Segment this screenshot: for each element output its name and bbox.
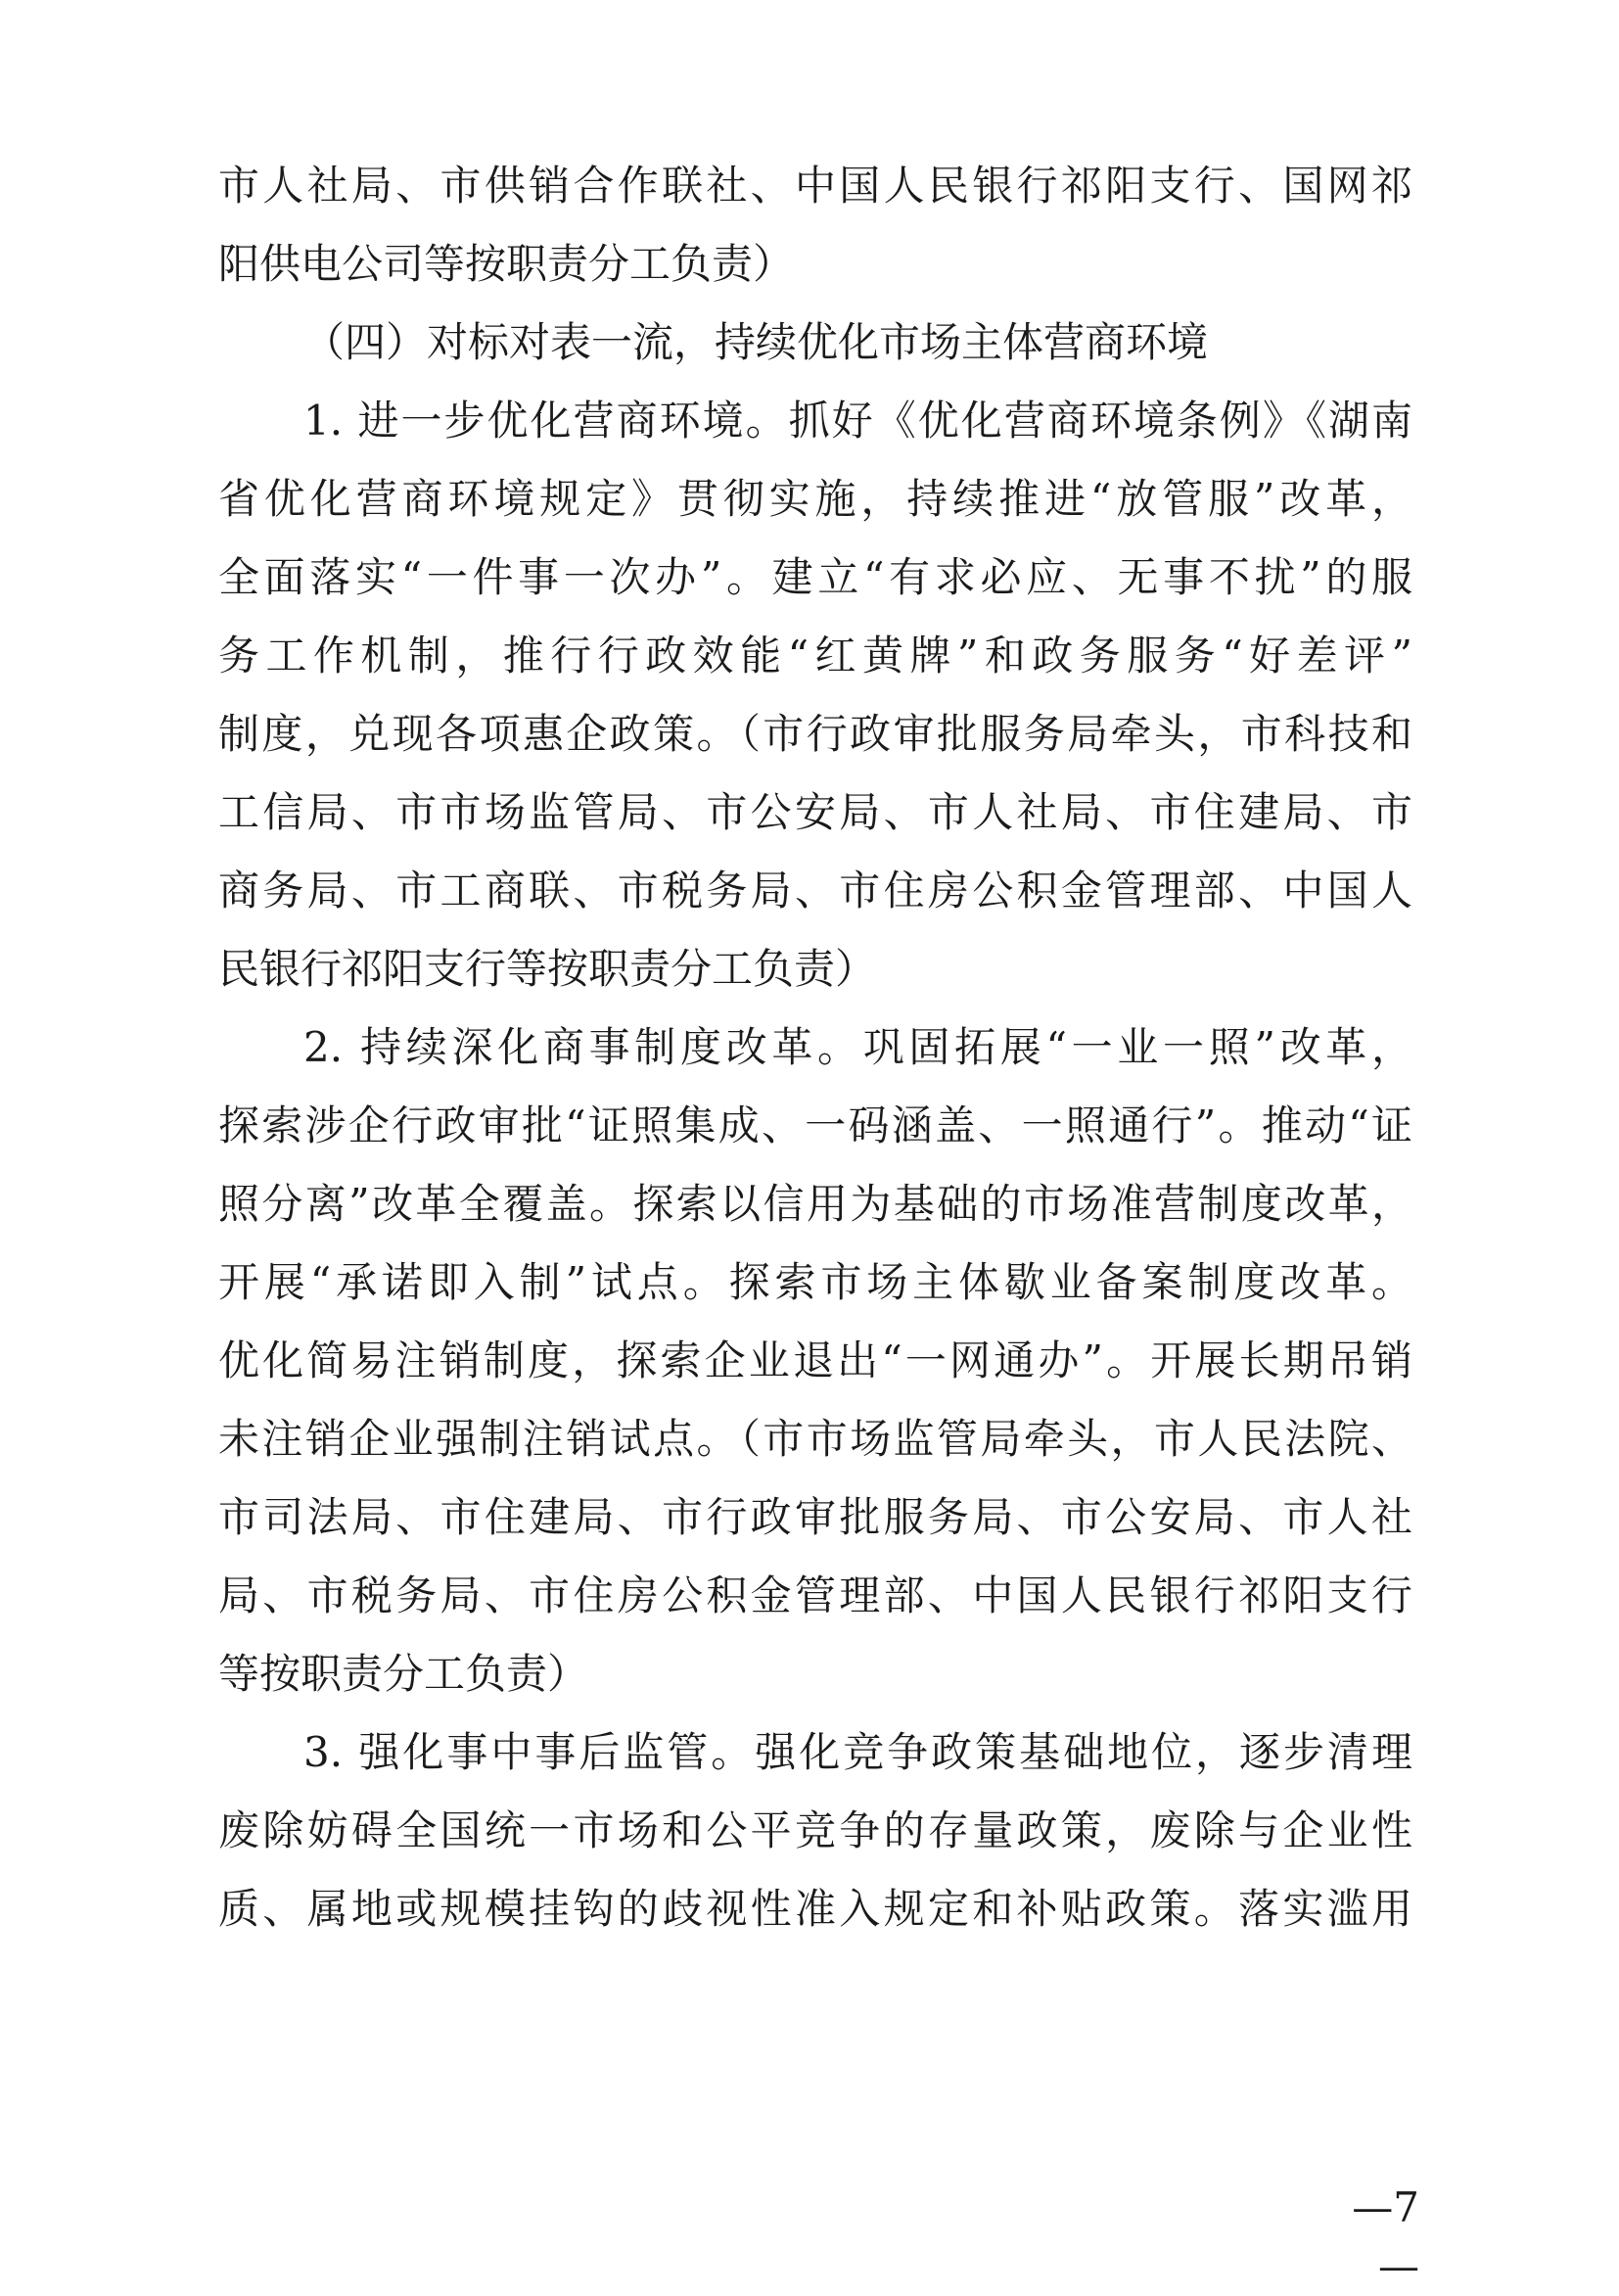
text-line: 废除妨碍全国统一市场和公平竞争的存量政策，废除与企业性	[218, 1806, 1412, 1854]
page-number: —7—	[1352, 2183, 1419, 2290]
text-line: 2. 持续深化商事制度改革。巩固拓展“一业一照”改革，	[303, 1023, 1412, 1071]
section-heading: （四）对标对表一流，持续优化市场主体营商环境	[303, 318, 1209, 366]
text-line: 商务局、市工商联、市税务局、市住房公积金管理部、中国人	[218, 867, 1412, 914]
text-line: 等按职责分工负责）	[218, 1650, 589, 1698]
text-line: 未注销企业强制注销试点。（市市场监管局牵头，市人民法院、	[218, 1415, 1412, 1463]
text-line: 工信局、市市场监管局、市公安局、市人社局、市住建局、市	[218, 788, 1412, 836]
text-line: 务工作机制，推行行政效能“红黄牌”和政务服务“好差评”	[218, 632, 1412, 679]
text-line: 省优化营商环境规定》贯彻实施，持续推进“放管服”改革，	[218, 475, 1412, 523]
text-line: 制度，兑现各项惠企政策。（市行政审批服务局牵头，市科技和	[218, 710, 1412, 758]
text-line: 优化简易注销制度，探索企业退出“一网通办”。开展长期吊销	[218, 1336, 1412, 1384]
text-line: 阳供电公司等按职责分工负责）	[218, 240, 795, 288]
text-line: 开展“承诺即入制”试点。探索市场主体歇业备案制度改革。	[218, 1258, 1412, 1306]
text-line: 市人社局、市供销合作联社、中国人民银行祁阳支行、国网祁	[218, 162, 1412, 210]
text-line: 3. 强化事中事后监管。强化竞争政策基础地位，逐步清理	[303, 1728, 1412, 1776]
text-line: 全面落实“一件事一次办”。建立“有求必应、无事不扰”的服	[218, 553, 1412, 601]
text-line: 照分离”改革全覆盖。探索以信用为基础的市场准营制度改革，	[218, 1180, 1412, 1228]
text-line: 探索涉企行政审批“证照集成、一码涵盖、一照通行”。推动“证	[218, 1101, 1412, 1149]
text-line: 局、市税务局、市住房公积金管理部、中国人民银行祁阳支行	[218, 1571, 1412, 1619]
text-line: 民银行祁阳支行等按职责分工负责）	[218, 945, 877, 993]
text-line: 质、属地或规模挂钩的歧视性准入规定和补贴政策。落实滥用	[218, 1885, 1412, 1933]
text-line: 1. 进一步优化营商环境。抓好《优化营商环境条例》《湖南	[303, 397, 1412, 445]
text-line: 市司法局、市住建局、市行政审批服务局、市公安局、市人社	[218, 1493, 1412, 1541]
